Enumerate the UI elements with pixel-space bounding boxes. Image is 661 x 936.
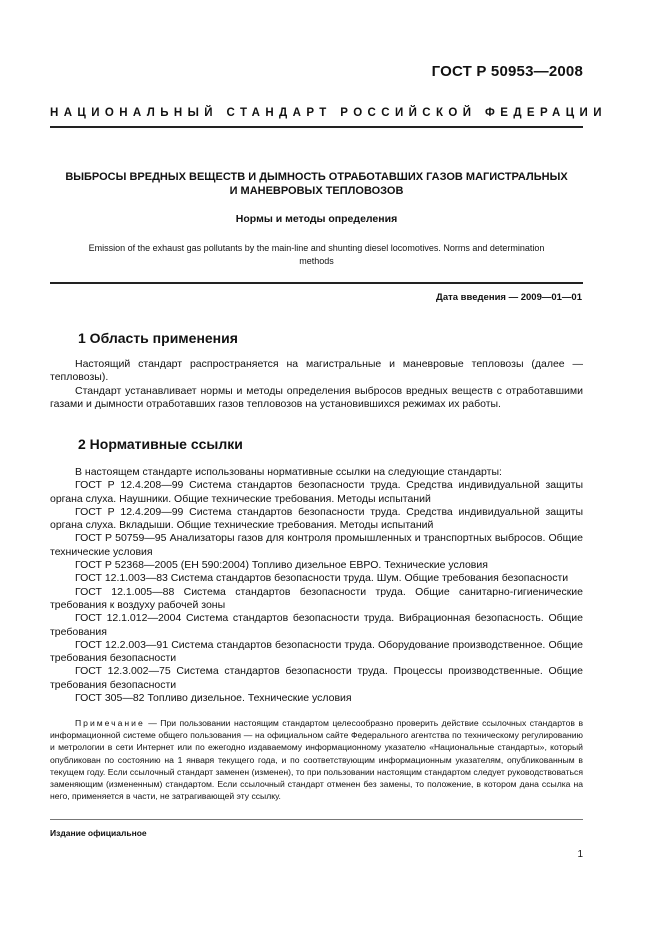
section-2-heading: 2 Нормативные ссылки — [78, 436, 243, 452]
reference-item: ГОСТ 12.3.002—75 Система стандартов безопасности труда. Процессы производственные. Общие требования безопасности — [50, 665, 583, 691]
document-subtitle: Нормы и методы определения — [235, 213, 398, 225]
title-en-line-1: Emission of the exhaust gas pollutants by the main-line and shunting diesel locomotives. Norms and determination — [88, 243, 545, 253]
note-label: Примечание — [75, 718, 145, 728]
introduction-date: Дата введения — 2009—01—01 — [436, 292, 582, 303]
title-en-line-2: methods — [299, 256, 334, 266]
national-standard-line: НАЦИОНАЛЬНЫЙ СТАНДАРТ РОССИЙСКОЙ ФЕДЕРАЦИИ — [50, 107, 607, 119]
title-divider — [50, 282, 583, 284]
section-2-body — [50, 466, 583, 705]
reference-item: ГОСТ Р 50759—95 Анализаторы газов для контроля промышленных и транспортных выбросов. Общие технические условия — [50, 532, 583, 558]
reference-item: ГОСТ 12.2.003—91 Система стандартов безопасности труда. Оборудование производственное. Общие требования безопасности — [50, 638, 583, 665]
reference-item: ГОСТ 12.1.003—83 Система стандартов безопасности труда. Шум. Общие требования безопасности — [75, 572, 569, 585]
note-paragraph — [50, 717, 583, 802]
reference-item: ГОСТ 305—82 Топливо дизельное. Технические условия — [75, 692, 352, 705]
official-edition-label: Издание официальное — [50, 828, 147, 838]
reference-item: ГОСТ 12.1.005—88 Система стандартов безопасности труда. Общие санитарно-гигиенические требования к воздуху рабочей зоны — [50, 585, 583, 611]
reference-item: ГОСТ Р 52368—2005 (ЕН 590:2004) Топливо дизельное ЕВРО. Технические условия — [75, 559, 488, 572]
section-1-body — [50, 358, 583, 411]
title-ru-line-1: ВЫБРОСЫ ВРЕДНЫХ ВЕЩЕСТВ И ДЫМНОСТЬ ОТРАБОТАВШИХ ГАЗОВ МАГИСТРАЛЬНЫХ — [65, 171, 568, 183]
references-intro: В настоящем стандарте использованы нормативные ссылки на следующие стандарты: — [75, 466, 502, 478]
reference-item: ГОСТ Р 12.4.209—99 Система стандартов безопасности труда. Средства индивидуальной защиты органа слуха. Вкладыши. Общие технические требования. Методы испытаний — [50, 505, 583, 532]
section-1-paragraph-1: Настоящий стандарт распространяется на магистральные и маневровые тепловозы (далее — тепловозы). — [50, 358, 583, 384]
document-title-en — [50, 242, 583, 268]
footer-divider — [50, 819, 583, 820]
references-note — [50, 717, 583, 802]
title-ru-line-2: И МАНЕВРОВЫХ ТЕПЛОВОЗОВ — [229, 185, 404, 197]
section-1-heading: 1 Область применения — [78, 330, 238, 346]
document-title-ru — [50, 170, 583, 198]
note-text: — При пользовании настоящим стандартом целесообразно проверить действие ссылочных стандартов в информационной системе общего пользования — на официальном сайте Федерального агентства по техническому регулированию и метрологии в сети Интернет или по ежегодно издаваемому информационному указателю «Национальные стандарты», который опубликован по состоянию на 1 января текущего года, и по соответствующим информационным указателям, опубликованным в текущем году. Если ссылочный стандарт заменен (изменен), то при пользовании настоящим стандартом следует руководствоваться заменяющим (измененным) стандартом. Если ссылочный стандарт отменен без замены, то положение, в котором дана ссылка на него, применяется в части, не затрагивающей эту ссылку. — [50, 718, 584, 802]
reference-item: ГОСТ Р 12.4.208—99 Система стандартов безопасности труда. Средства индивидуальной защиты органа слуха. Наушники. Общие технические требования. Методы испытаний — [50, 479, 583, 505]
reference-item: ГОСТ 12.1.012—2004 Система стандартов безопасности труда. Вибрационная безопасность. Общие требования — [50, 612, 583, 638]
section-1-paragraph-2: Стандарт устанавливает нормы и методы определения выбросов вредных веществ с отработавшими газами и дымности отработавших газов тепловозов на установившихся режимах их работы. — [50, 384, 583, 410]
document-code: ГОСТ Р 50953—2008 — [431, 63, 583, 80]
header-divider — [50, 126, 583, 128]
page-number: 1 — [577, 849, 583, 860]
